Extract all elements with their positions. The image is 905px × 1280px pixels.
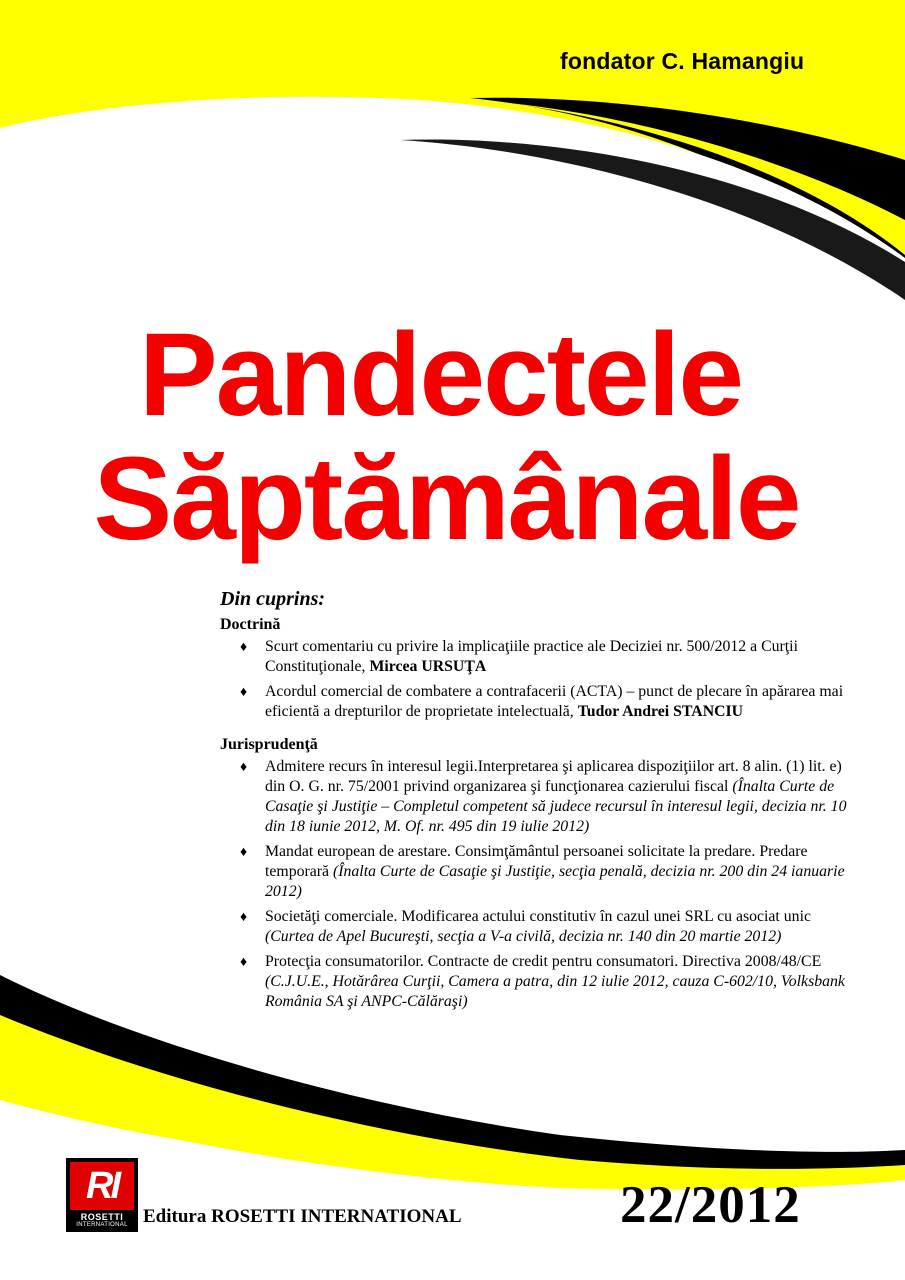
- toc-entry: [220, 842, 850, 902]
- toc-entry: [220, 952, 850, 1012]
- diamond-bullet-icon: ♦: [240, 760, 248, 775]
- section-title-doctrina: Doctrină: [220, 616, 281, 633]
- entry-text: Admitere recurs în interesul legii.Interpretarea şi aplicarea dispoziţiilor art. 8 alin. (1) lit. e) din O. G. nr. 75/2001 privind organizarea şi funcţionarea cazierului fiscal: [265, 758, 842, 795]
- toc-entry: [220, 907, 850, 947]
- entry-text: Protecţia consumatorilor. Contracte de credit pentru consumatori. Directiva 2008/48/CE: [265, 953, 822, 970]
- publisher-logo: [66, 1158, 138, 1232]
- table-of-contents: [220, 588, 850, 1017]
- toc-heading: Din cuprins:: [220, 588, 326, 610]
- section-title-jurisprudenta: Jurisprudenţă: [220, 736, 318, 753]
- diamond-bullet-icon: ♦: [240, 910, 248, 925]
- entry-text: Mandat european de arestare. Consimţământul persoanei solicitate la predare. Predare temporară: [265, 843, 808, 880]
- logo-text: ROSETTI: [80, 1212, 124, 1222]
- founder-line: fondator C. Hamangiu: [560, 48, 805, 74]
- title-line-2: Săptămânale: [93, 433, 800, 565]
- entry-text: Scurt comentariu cu privire la implicaţiile practice ale Deciziei nr. 500/2012 a Curţii Constituţionale,: [265, 638, 798, 675]
- entry-source: (Înalta Curte de Casaţie şi Justiţie – Completul competent să judece recursul în interesul legii, decizia nr. 10 din 18 iunie 2012, M. Of. nr. 495 din 19 iulie 2012): [265, 778, 847, 835]
- publisher-name: Editura ROSETTI INTERNATIONAL: [143, 1206, 462, 1227]
- toc-entry: [220, 682, 850, 722]
- logo-mark: RI: [86, 1165, 118, 1207]
- diamond-bullet-icon: ♦: [240, 640, 248, 655]
- logo-subtext: INTERNATIONAL: [76, 1222, 128, 1228]
- entry-source: (Înalta Curte de Casaţie şi Justiţie, secţia penală, decizia nr. 200 din 24 ianuarie 2012): [265, 863, 845, 900]
- toc-entry: [220, 637, 850, 677]
- entry-source: (C.J.U.E., Hotărârea Curţii, Camera a patra, din 12 iulie 2012, cauza C-602/10, Volksbank România SA şi ANPC-Călăraşi): [265, 973, 845, 1010]
- issue-number: 22/2012: [620, 1176, 801, 1234]
- entry-author: Mircea URSUŢA: [369, 658, 487, 675]
- entry-author: Tudor Andrei STANCIU: [577, 703, 744, 720]
- diamond-bullet-icon: ♦: [240, 845, 248, 860]
- diamond-bullet-icon: ♦: [240, 955, 248, 970]
- entry-text: Acordul comercial de combatere a contrafacerii (ACTA) – punct de plecare în apărarea mai eficientă a drepturilor de proprietate intelectuală,: [265, 683, 844, 720]
- title-line-1: Pandectele: [138, 309, 743, 441]
- toc-entry: [220, 757, 850, 837]
- entry-source: (Curtea de Apel Bucureşti, secţia a V-a civilă, decizia nr. 140 din 20 martie 2012): [265, 928, 782, 945]
- diamond-bullet-icon: ♦: [240, 685, 248, 700]
- entry-text: Societăţi comerciale. Modificarea actului constitutiv în cazul unei SRL cu asociat unic: [265, 908, 811, 925]
